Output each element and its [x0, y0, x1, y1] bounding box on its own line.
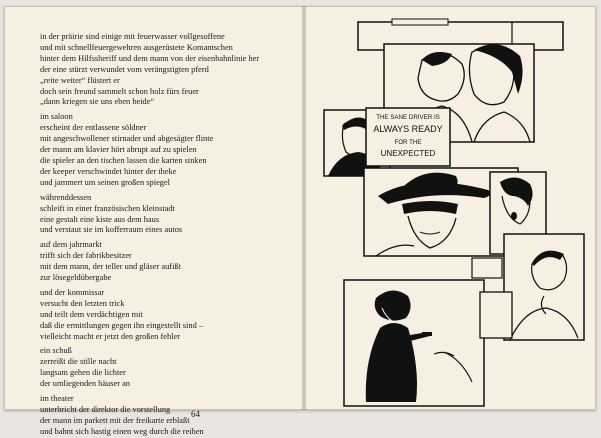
poem-line: mit angeschwollener stirnader und abgesägter flinte — [40, 134, 214, 144]
poem-line: der mann am klavier hört abrupt auf zu spielen — [40, 145, 197, 155]
poem-line: „dann kriegen sie uns eben beide“ — [40, 97, 155, 107]
top-strip-tab — [392, 19, 448, 25]
stanza — [40, 193, 295, 237]
poem-line: „reite weiter“ flüstert er — [40, 75, 120, 85]
poem-line: und teilt dem verdächtigen mit — [40, 309, 143, 319]
poem-line: unterbricht der direktor die vorstellung — [40, 405, 171, 414]
poem-line: im theater — [40, 394, 74, 404]
stanza — [40, 240, 295, 284]
poem-line: und mit schnellfeuergewehren ausgerüstete Komantschen — [40, 42, 233, 52]
comic-collage-illustration — [304, 6, 596, 410]
poem-line: vielleicht macht er jetzt den großen fehler — [40, 331, 180, 341]
poem-line: und jammert um seinen großen spiegel — [40, 177, 171, 187]
stanza — [40, 346, 295, 390]
poem-line: doch sein freund sammelt schon holz fürs feuer — [40, 86, 199, 96]
right-page-collage — [304, 6, 596, 410]
stanza — [40, 288, 295, 343]
tiny-frame-panel — [472, 258, 502, 278]
poem-line: trifft sich der fabrikbesitzer — [40, 251, 132, 261]
poem-line: der keeper verschwindet hinter der theke — [40, 166, 177, 176]
left-page-poem — [40, 32, 295, 436]
small-frame-panel — [480, 292, 512, 338]
sign-line-2: ALWAYS READY — [373, 124, 443, 134]
thinking-man-panel — [504, 234, 584, 340]
poem-line: eine gestalt eine kiste aus dem haus — [40, 214, 160, 224]
book-spread — [4, 6, 596, 436]
sign-line-3: FOR THE — [394, 139, 422, 146]
poem-line: der mann im parkett mit der freikarte erblaßt — [40, 415, 190, 425]
stanza — [40, 32, 295, 108]
poem-line: im saloon — [40, 112, 73, 122]
poem-line: währenddessen — [40, 192, 92, 202]
page-number: 64 — [191, 409, 200, 419]
poem-line: hinter dem Hilfssheriff und dem mann von der eisenbahnlinie her — [40, 53, 260, 63]
poem-line: daß die ermittlungen gegen ihn eingestellt sind – — [40, 320, 204, 330]
poem-line: zerreißt die stille nacht — [40, 357, 117, 367]
poem-line: und bahnt sich hastig einen weg durch die reihen — [40, 426, 204, 436]
stanza — [40, 112, 295, 188]
poem-line: schleift in einer französischen kleinstadt — [40, 203, 175, 213]
poem-line: der umliegenden häuser an — [40, 379, 130, 389]
poem-line: zur lösegeldübergabe — [40, 273, 112, 283]
poem-text — [40, 32, 295, 438]
poem-line: die spieler an den tischen lassen die karten sinken — [40, 155, 207, 165]
sign-line-4: UNEXPECTED — [380, 149, 436, 158]
poem-line: mit dem mann, der teller und gläser aufißt — [40, 262, 181, 272]
poem-line: ein schuß — [40, 346, 72, 356]
safety-sign — [366, 108, 450, 166]
poem-line: und der kommissar — [40, 287, 105, 297]
poem-line: erscheint der entlassene söldner — [40, 123, 147, 133]
poem-line: und verstaut sie im kofferraum eines autos — [40, 225, 183, 235]
sign-line-1: THE SANE DRIVER IS — [376, 114, 440, 121]
poem-line: der eine stürzt verwundet vom verängstigten pferd — [40, 64, 209, 74]
poem-line: in der präirie sind einige mit feuerwasser vollgesoffene — [40, 32, 225, 41]
woman-with-gun-panel — [344, 280, 484, 406]
poem-line: versucht den letzten trick — [40, 298, 125, 308]
poem-line: langsam gehen die lichter — [40, 368, 126, 378]
poem-line: auf dem jahrmarkt — [40, 240, 102, 250]
